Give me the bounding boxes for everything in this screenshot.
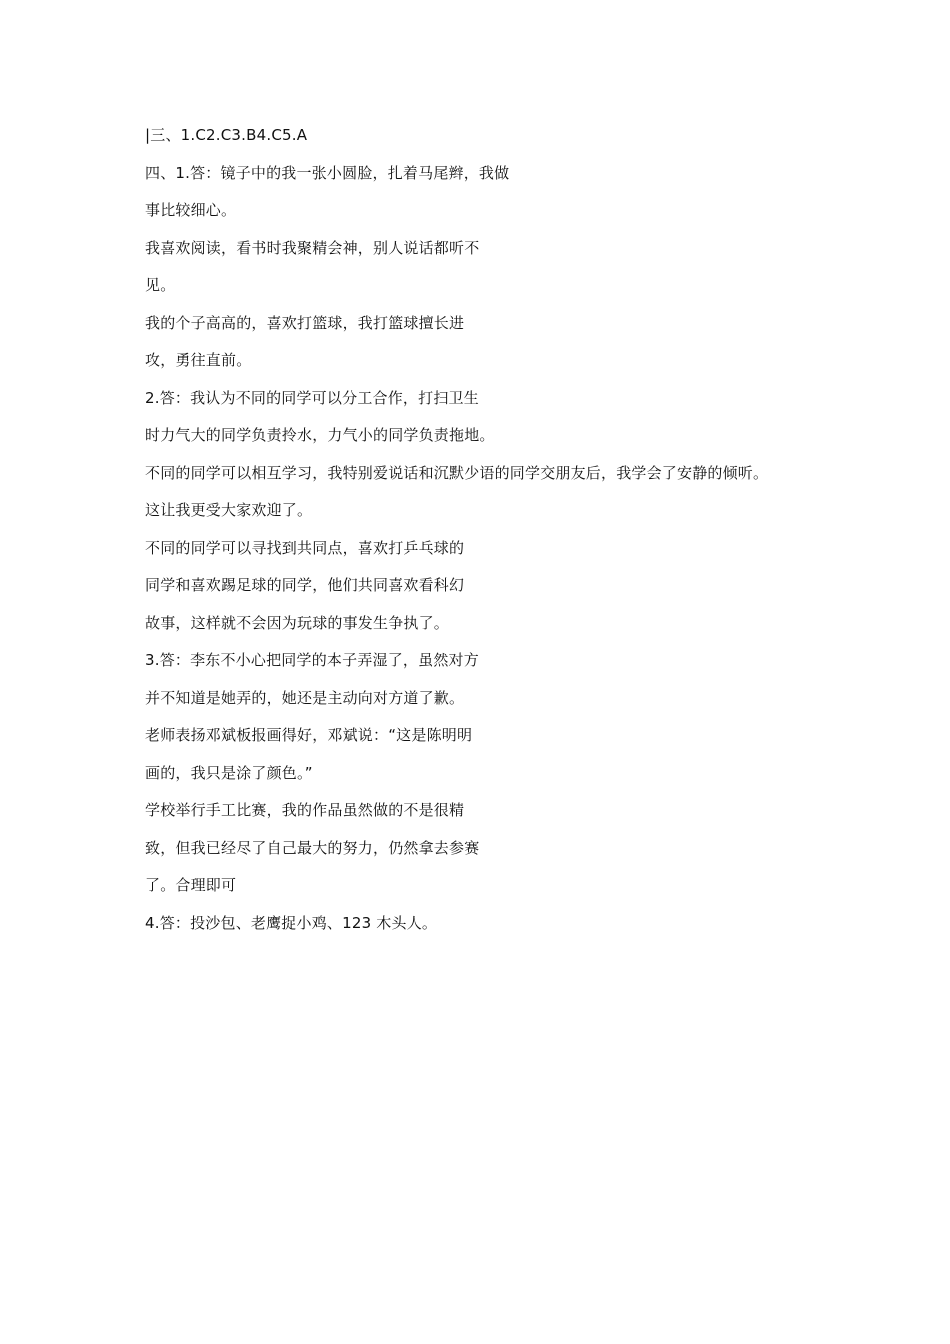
answer-line: 不同的同学可以相互学习，我特别爱说话和沉默少语的同学交朋友后，我学会了安静的倾听。 xyxy=(145,463,769,482)
answer-line: 攻，勇往直前。 xyxy=(145,351,252,369)
answer-line-4-2: 2.答：我认为不同的同学可以分工合作，打扫卫生 xyxy=(145,388,479,407)
answer-line: 这让我更受大家欢迎了。 xyxy=(145,501,313,519)
answer-line: 致，但我已经尽了自己最大的努力，仍然拿去参赛 xyxy=(145,838,480,857)
answer-line: 了。合理即可 xyxy=(145,876,237,894)
answer-line-4-1: 四、1.答：镜子中的我一张小圆脸，扎着马尾辫，我做 xyxy=(145,163,510,182)
answer-line: 同学和喜欢踢足球的同学，他们共同喜欢看科幻 xyxy=(145,576,465,594)
answer-line-4-3: 3.答：李东不小心把同学的本子弄湿了，虽然对方 xyxy=(145,651,479,669)
answer-line: 我的个子高高的，喜欢打篮球，我打篮球擅长进 xyxy=(145,313,465,332)
answer-text-block xyxy=(145,123,825,948)
answer-line: 并不知道是她弄的，她还是主动向对方道了歉。 xyxy=(145,688,465,707)
answer-line: 见。 xyxy=(145,276,176,294)
answer-line: 画的，我只是涂了颜色。” xyxy=(145,763,313,782)
answer-line: 老师表扬邓斌板报画得好，邓斌说：“这是陈明明 xyxy=(145,726,473,744)
answer-line: 学校举行手工比赛，我的作品虽然做的不是很精 xyxy=(145,801,465,819)
answer-line: 故事，这样就不会因为玩球的事发生争执了。 xyxy=(145,613,450,632)
answer-line: 时力气大的同学负责拎水，力气小的同学负责拖地。 xyxy=(145,426,495,444)
answer-line: 我喜欢阅读，看书时我聚精会神，别人说话都听不 xyxy=(145,238,480,257)
answer-line: 事比较细心。 xyxy=(145,201,237,219)
answer-line-section-3: |三、1.C2.C3.B4.C5.A xyxy=(145,126,308,144)
answer-line-4-4: 4.答：投沙包、老鹰捉小鸡、123 木头人。 xyxy=(145,913,438,932)
answer-line: 不同的同学可以寻找到共同点，喜欢打乒乓球的 xyxy=(145,538,465,557)
